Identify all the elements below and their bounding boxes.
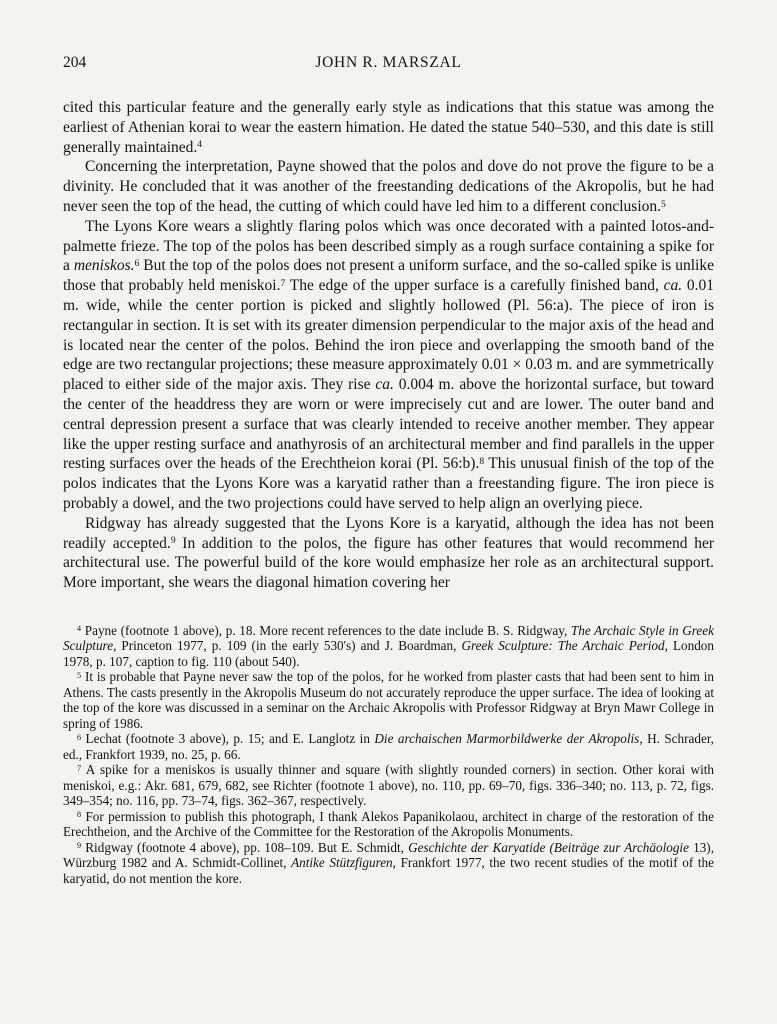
footnote	[63, 731, 714, 762]
italic-text-segment: ca.	[663, 277, 683, 295]
text-segment: But the top of the polos does not present a uniform surface, and the so-called spike is unlike those that probably held meniskoi.	[63, 257, 714, 295]
italic-text-segment: Antike Stützfiguren	[291, 855, 393, 871]
footnote-ref: 5	[661, 198, 666, 210]
text-segment: , Princeton 1977, p. 109 (in the early 530's) and J. Boardman,	[113, 638, 462, 654]
paragraph	[63, 217, 714, 514]
text-segment: 0.004 m. above the horizontal surface, but toward the center of the headdress they are worn or were imprecisely cut and are lower. The outer band and central depression present a surface that was clearly intended to receive another member. They appear like the upper resting surface and anathyrosis of an architectural member and find parallels in the upper resting surfaces over the heads of the Erechtheion korai (Pl. 56:b).	[63, 376, 715, 473]
page-number: 204	[63, 54, 87, 71]
text-segment: 0.01 m. wide, while the center portion is picked and slightly hollowed (Pl. 56:a). The piece of iron is rectangular in section. It is set with its greater dimension perpendicular to the major axis of the head and is located near the center of the polos. Behind the iron piece and overlapping the smooth band of the edge are two rectangular projections; these measure approximately 0.01 × 0.03 m. and are symmetrically placed to either side of the major axis. They rise	[63, 277, 715, 394]
footnote-ref: 8	[479, 456, 485, 468]
italic-text-segment: meniskos.	[73, 257, 135, 275]
footnote	[63, 762, 714, 809]
text-segment: Lechat (footnote 3 above), p. 15; and E. Langlotz in	[81, 731, 375, 747]
running-header-author: JOHN R. MARSZAL	[315, 54, 462, 71]
body-text	[63, 98, 714, 593]
text-segment: Ridgway (footnote 4 above), pp. 108–109. But E. Schmidt,	[81, 839, 409, 855]
text-segment: A spike for a meniskos is usually thinner and square (with slightly rounded corners) in section. Other korai with meniskoi, e.g.: Akr. 681, 679, 682, see Richter (footnote 1 above), no. 110, pp. 69–70, figs. 336–340; no. 113, p. 72, figs. 349–354; no. 116, pp. 73–74, figs. 362–367, respectively.	[63, 762, 714, 809]
footnote-number: 7	[77, 763, 82, 773]
paragraph	[63, 157, 714, 216]
text-segment: This unusual finish of the top of the polos indicates that the Lyons Kore was a karyatid rather than a freestanding figure. The iron piece is probably a dowel, and the two projections could have served to help align an overlying piece.	[63, 455, 714, 512]
footnote-ref: 7	[280, 277, 286, 289]
text-segment: Concerning the interpretation, Payne showed that the polos and dove do not prove the figure to be a divinity. He concluded that it was another of the freestanding dedications of the Akropolis, but he had never seen the top of the head, the cutting of which could have led him to a different conclusion.	[63, 158, 714, 215]
footnote-ref: 4	[197, 139, 203, 151]
footnote-number: 5	[77, 670, 82, 680]
italic-text-segment: Die archaischen Marmorbildwerke der Akropolis	[374, 731, 640, 747]
footnote-ref: 6	[134, 258, 140, 270]
footnote-ref: 9	[170, 535, 176, 547]
text-segment: , London 1978, p. 107, caption to fig. 110 (about 540).	[63, 638, 714, 669]
text-segment: Ridgway has already suggested that the Lyons Kore is a karyatid, although the idea has not been readily accepted.	[63, 514, 714, 552]
italic-text-segment: Geschichte der Karyatide (Beiträge zur Archäologie	[408, 839, 689, 855]
text-segment: Payne (footnote 1 above), p. 18. More recent references to the date include B. S. Ridgway,	[81, 622, 571, 638]
text-segment: The Lyons Kore wears a slightly flaring polos which was once decorated with a painted lotos-and-palmette frieze. The top of the polos has been described simply as a rough surface containing a spike for a	[63, 217, 714, 275]
italic-text-segment: ca.	[375, 376, 394, 394]
footnotes-section	[63, 623, 714, 887]
footnote	[63, 623, 714, 670]
footnote-number: 8	[77, 810, 82, 820]
text-segment: cited this particular feature and the generally early style as indications that this statue was among the earliest of Athenian korai to wear the eastern himation. He dated the statue 540–530, and this date is still generally maintained.	[63, 99, 714, 156]
text-segment: It is probable that Payne never saw the top of the polos, for he worked from plaster casts that had been sent to him in Athens. The casts presently in the Akropolis Museum do not accurately reproduce the upper surface. The idea of looking at the top of the kore was discussed in a seminar on the Archaic Akropolis with Professor Ridgway at Bryn Mawr College in spring of 1986.	[63, 669, 714, 731]
text-segment: , Frankfort 1977, the two recent studies of the motif of the karyatid, do not mention the kore.	[63, 855, 714, 886]
italic-text-segment: The Archaic Style in Greek Sculpture	[63, 622, 714, 654]
footnote	[63, 669, 714, 731]
footnote-number: 4	[77, 624, 82, 634]
text-segment: For permission to publish this photograph, I thank Alekos Papanikolaou, architect in charge of the restoration of the Erechtheion, and the Archive of the Committee for the Restoration of the Akropolis Monuments.	[63, 808, 714, 840]
footnote-number: 9	[77, 841, 82, 851]
footnote	[63, 840, 714, 887]
text-segment: , H. Schrader, ed., Frankfort 1939, no. 25, p. 66.	[63, 731, 714, 762]
page-header	[63, 54, 714, 74]
footnote	[63, 809, 714, 840]
footnote-number: 6	[77, 732, 82, 742]
text-segment: In addition to the polos, the figure has other features that would recommend her architectural use. The powerful build of the kore would emphasize her role as an architectural support. More important, she wears the diagonal himation covering her	[63, 534, 714, 592]
paragraph	[63, 514, 714, 593]
paragraph	[63, 98, 714, 157]
text-segment: The edge of the upper surface is a carefully finished band,	[285, 277, 664, 295]
text-segment: 13), Würzburg 1982 and A. Schmidt-Collinet,	[63, 839, 714, 871]
italic-text-segment: Greek Sculpture: The Archaic Period	[461, 638, 665, 654]
